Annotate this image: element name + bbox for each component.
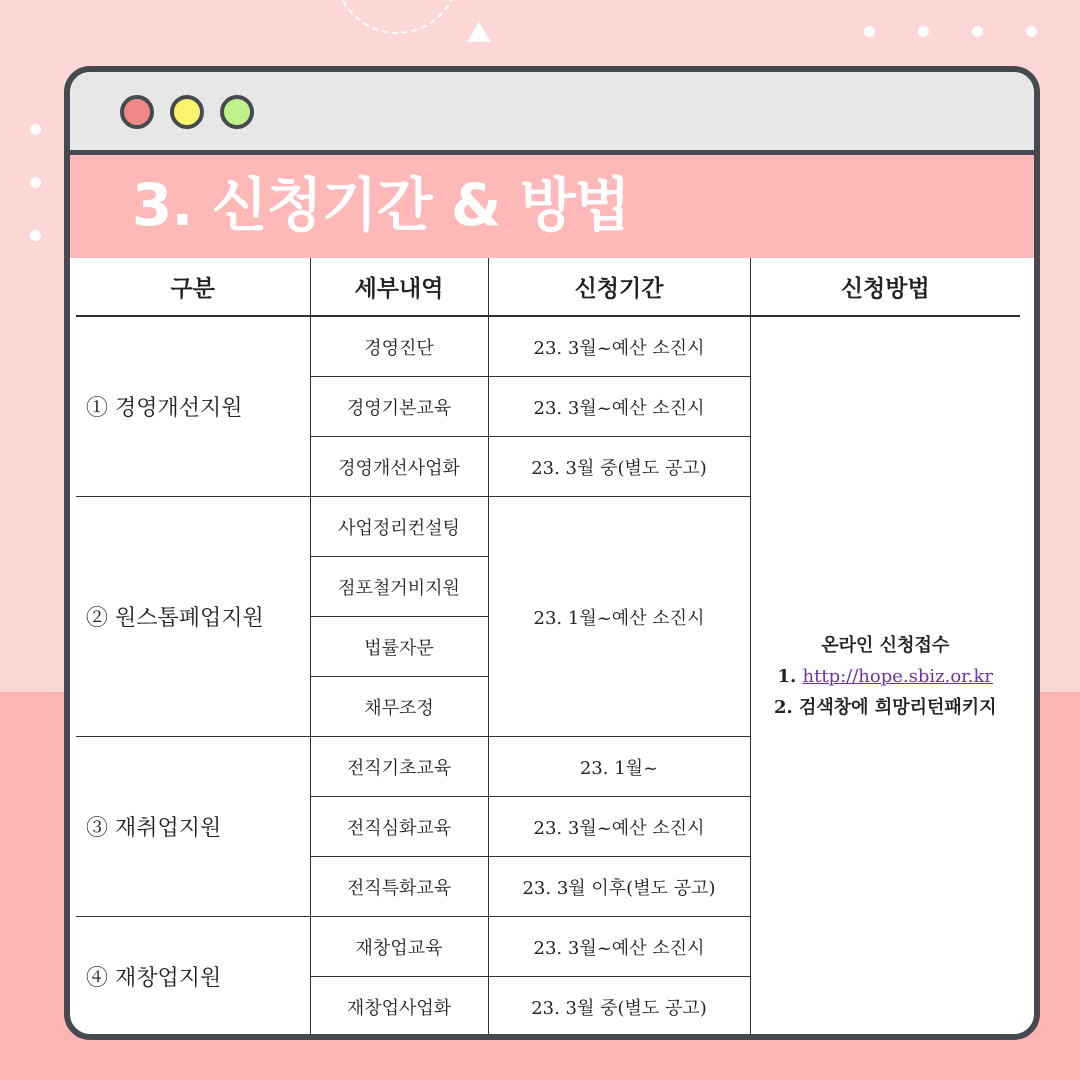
window-titlebar <box>70 72 1034 155</box>
period-cell: 23. 1월~ <box>488 737 750 797</box>
period-cell: 23. 3월~예산 소진시 <box>488 797 750 857</box>
decorative-dashed-circle <box>335 0 459 34</box>
period-cell: 23. 1월~예산 소진시 <box>488 497 750 737</box>
close-light-icon[interactable] <box>120 95 154 129</box>
application-info-table <box>76 258 1020 1037</box>
detail-cell: 경영개선사업화 <box>310 437 488 497</box>
header-period: 신청기간 <box>488 258 750 316</box>
decorative-dot <box>1026 26 1037 37</box>
detail-cell: 채무조정 <box>310 677 488 737</box>
title-banner <box>70 155 1034 258</box>
table-header-row <box>76 258 1020 316</box>
detail-cell: 사업정리컨설팅 <box>310 497 488 557</box>
table-row <box>76 316 1020 377</box>
category-cell: ③ 재취업지원 <box>76 737 310 917</box>
detail-cell: 법률자문 <box>310 617 488 677</box>
browser-window <box>64 66 1040 1040</box>
method-heading: 온라인 신청접수 <box>821 635 950 656</box>
decorative-dot <box>30 230 41 241</box>
header-method: 신청방법 <box>750 258 1020 316</box>
page-title: 3. 신청기간 & 방법 <box>132 171 630 239</box>
decorative-dot <box>864 26 875 37</box>
category-cell: ① 경영개선지원 <box>76 316 310 497</box>
detail-cell: 점포철거비지원 <box>310 557 488 617</box>
detail-cell: 재창업교육 <box>310 917 488 977</box>
detail-cell: 경영진단 <box>310 316 488 377</box>
decorative-triangle <box>467 22 491 42</box>
detail-cell: 전직기초교육 <box>310 737 488 797</box>
method-line-1-prefix: 1. <box>777 666 803 687</box>
decorative-dot <box>30 177 41 188</box>
decorative-dot <box>918 26 929 37</box>
method-line-2: 2. 검색창에 희망리턴패키지 <box>773 697 997 718</box>
period-cell: 23. 3월~예산 소진시 <box>488 377 750 437</box>
method-cell <box>750 316 1020 1037</box>
minimize-light-icon[interactable] <box>170 95 204 129</box>
header-detail: 세부내역 <box>310 258 488 316</box>
category-cell: ② 원스톱폐업지원 <box>76 497 310 737</box>
detail-cell: 재창업사업화 <box>310 977 488 1037</box>
category-cell: ④ 재창업지원 <box>76 917 310 1037</box>
period-cell: 23. 3월~예산 소진시 <box>488 316 750 377</box>
detail-cell: 경영기본교육 <box>310 377 488 437</box>
period-cell: 23. 3월 중(별도 공고) <box>488 437 750 497</box>
period-cell: 23. 3월~예산 소진시 <box>488 917 750 977</box>
decorative-dot <box>30 124 41 135</box>
period-cell: 23. 3월 중(별도 공고) <box>488 977 750 1037</box>
detail-cell: 전직심화교육 <box>310 797 488 857</box>
period-cell: 23. 3월 이후(별도 공고) <box>488 857 750 917</box>
header-category: 구분 <box>76 258 310 316</box>
detail-cell: 전직특화교육 <box>310 857 488 917</box>
method-line-1 <box>751 661 1021 692</box>
maximize-light-icon[interactable] <box>220 95 254 129</box>
method-link[interactable]: http://hope.sbiz.or.kr <box>802 666 994 687</box>
decorative-dot <box>972 26 983 37</box>
